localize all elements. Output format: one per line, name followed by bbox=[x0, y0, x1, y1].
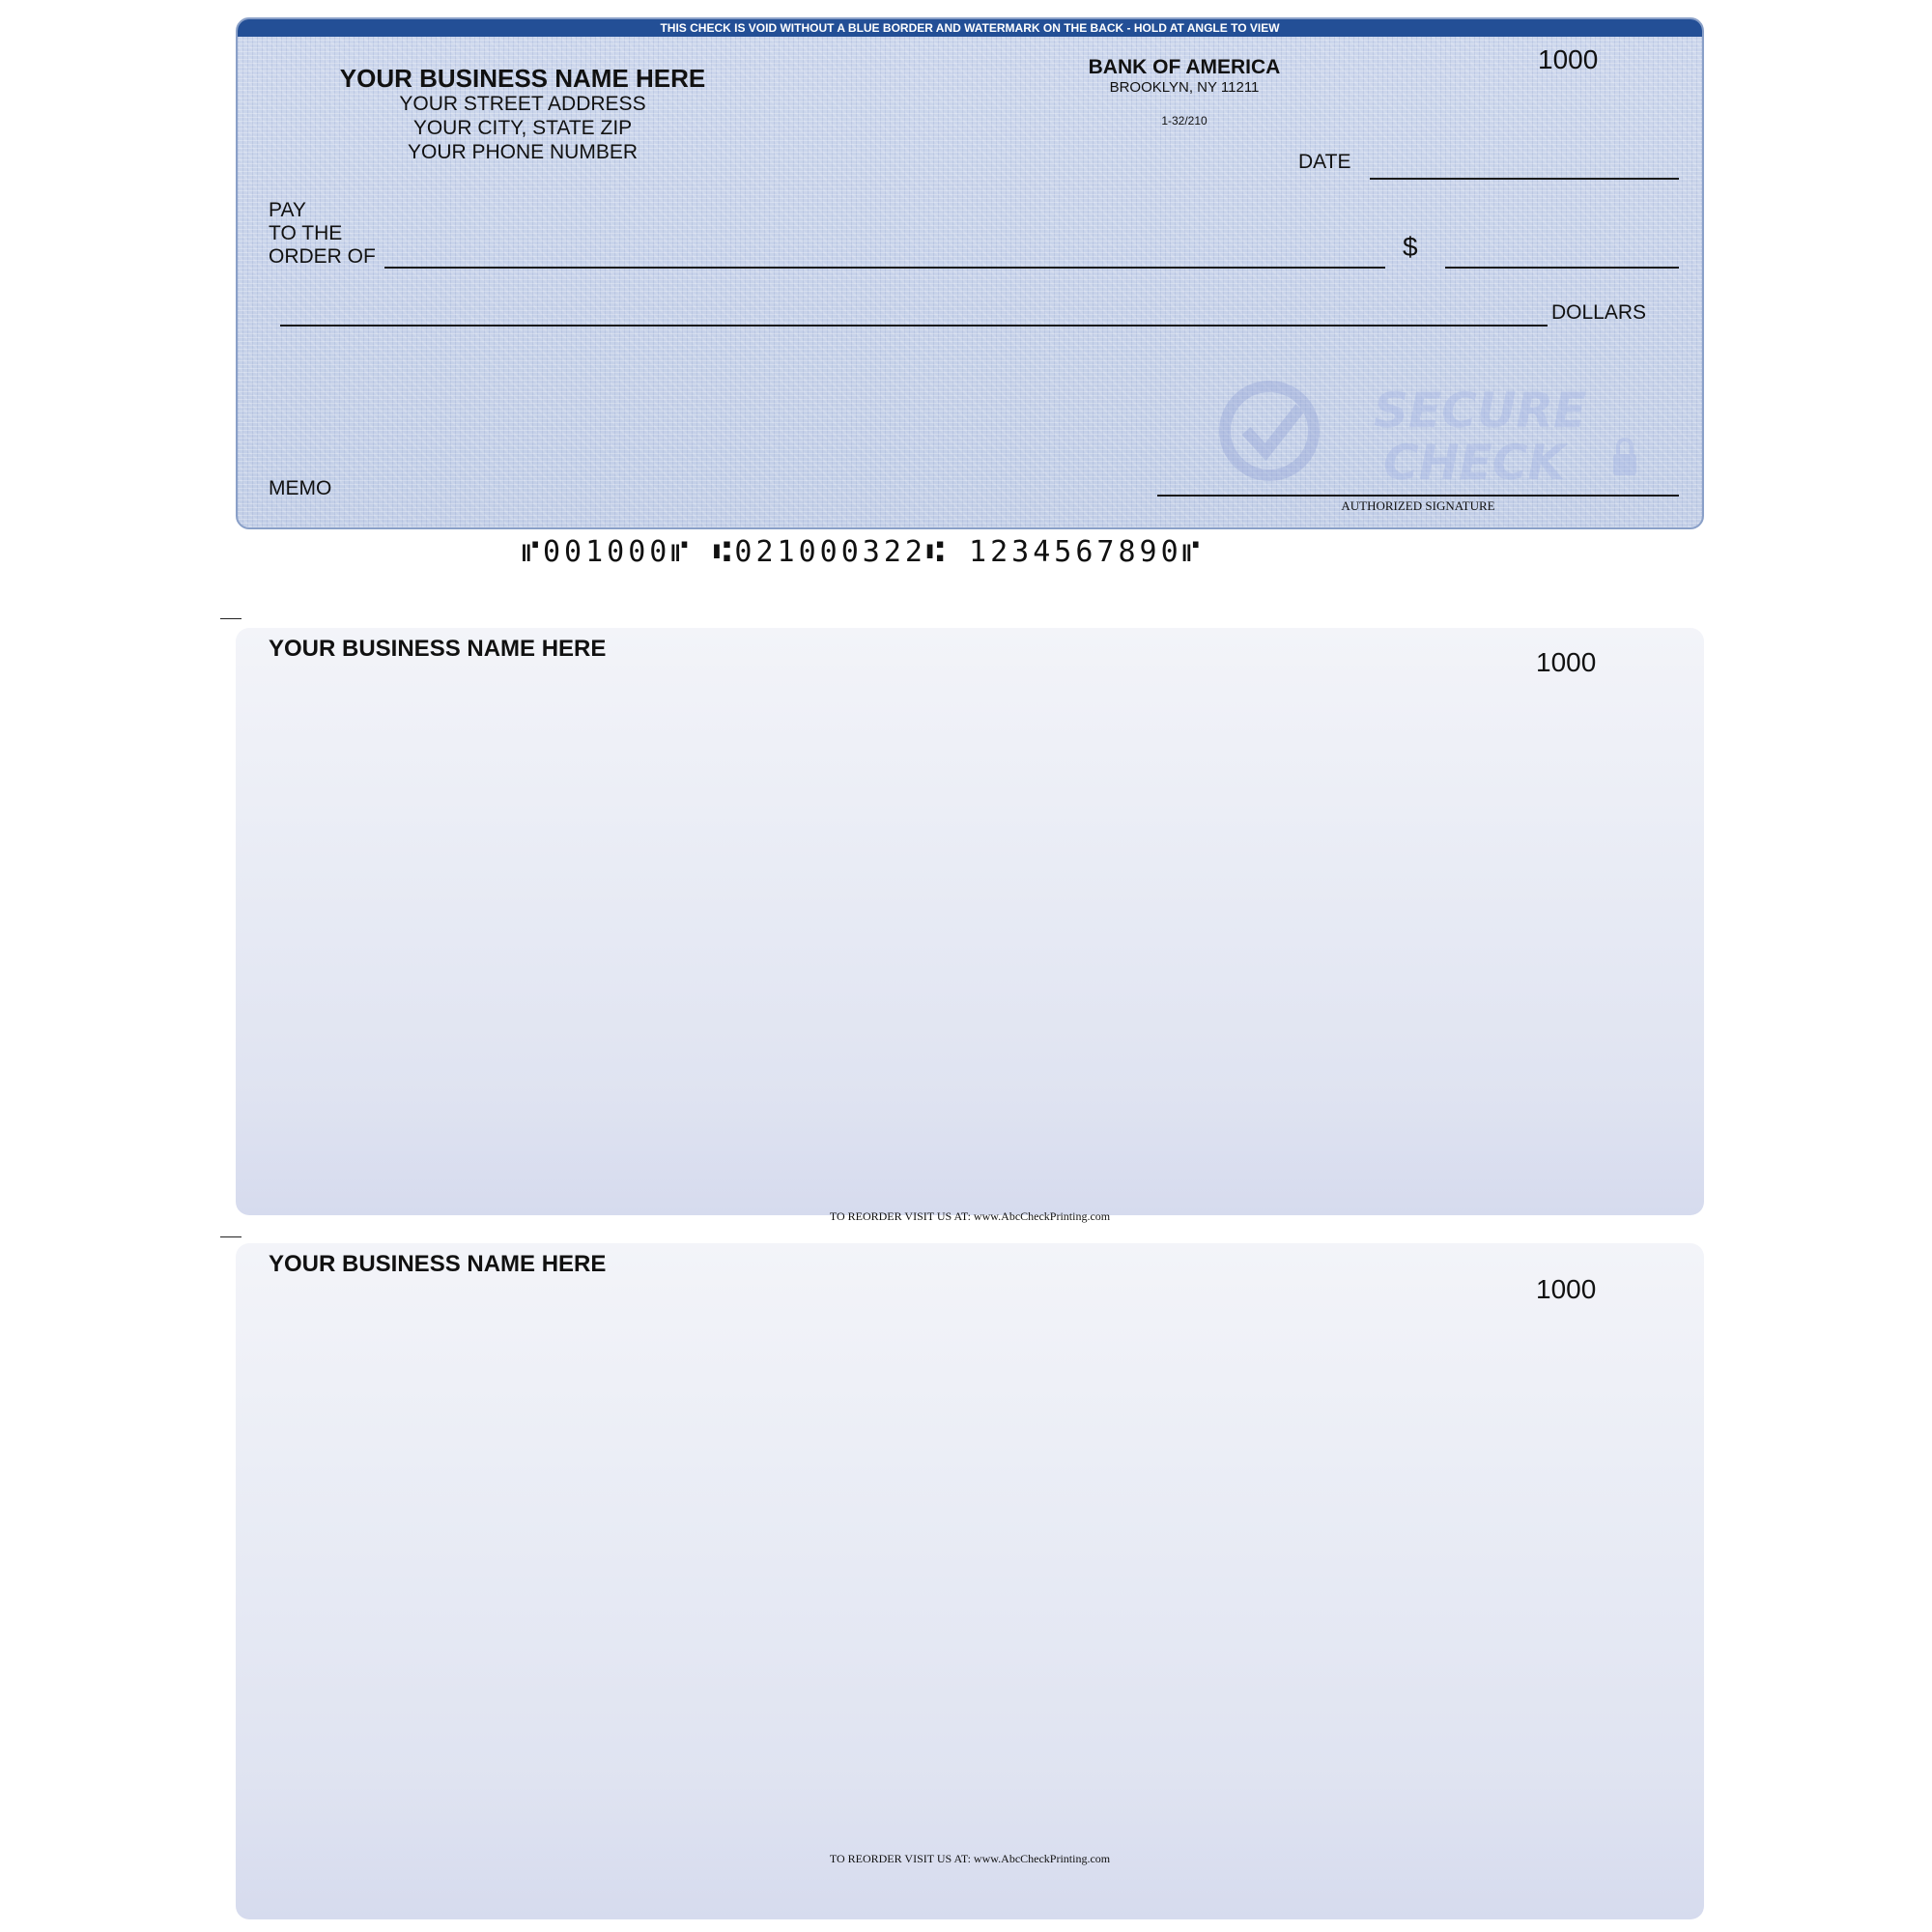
signature-line[interactable] bbox=[1157, 495, 1679, 497]
amount-words-line[interactable] bbox=[280, 325, 1548, 327]
bank-location: BROOKLYN, NY 11211 bbox=[1109, 79, 1260, 96]
stub-business-name: YOUR BUSINESS NAME HERE bbox=[269, 1251, 607, 1277]
stub-check-number: 1000 bbox=[1536, 647, 1597, 677]
business-phone: YOUR PHONE NUMBER bbox=[407, 141, 639, 163]
amount-line[interactable] bbox=[1445, 267, 1679, 269]
date-label: DATE bbox=[1298, 151, 1351, 173]
check-face bbox=[236, 17, 1704, 529]
reorder-text: TO REORDER VISIT US AT: www.AbcCheckPrinting.com bbox=[829, 1209, 1111, 1223]
stub-2 bbox=[236, 1243, 1704, 1919]
watermark-line2: CHECK bbox=[1383, 435, 1566, 491]
signature-label: AUTHORIZED SIGNATURE bbox=[1341, 498, 1495, 513]
check-number: 1000 bbox=[1538, 44, 1599, 74]
business-city: YOUR CITY, STATE ZIP bbox=[412, 117, 633, 139]
stub-check-number: 1000 bbox=[1536, 1274, 1597, 1304]
stub-1 bbox=[236, 628, 1704, 1223]
reorder-text: TO REORDER VISIT US AT: www.AbcCheckPrinting.com bbox=[829, 1852, 1111, 1865]
dollars-label: DOLLARS bbox=[1551, 301, 1647, 324]
pay-label-2: TO THE bbox=[269, 222, 343, 244]
secure-check-watermark bbox=[1219, 379, 1644, 514]
watermark-line1: SECURE bbox=[1374, 383, 1587, 439]
business-name: YOUR BUSINESS NAME HERE bbox=[339, 64, 706, 93]
business-street: YOUR STREET ADDRESS bbox=[399, 93, 646, 115]
dollar-sign: $ bbox=[1403, 232, 1418, 262]
void-notice-bar: THIS CHECK IS VOID WITHOUT A BLUE BORDER AND WATERMARK ON THE BACK - HOLD AT ANGLE TO VIEW bbox=[238, 19, 1702, 37]
checkmark-icon bbox=[1246, 408, 1300, 452]
pay-label-3: ORDER OF bbox=[269, 245, 376, 268]
check-circle-icon bbox=[1225, 386, 1314, 475]
micr-line: ⑈001000⑈ ⑆021000322⑆ 1234567890⑈ bbox=[522, 535, 1204, 569]
bank-name: BANK OF AMERICA bbox=[1088, 56, 1281, 78]
lock-icon bbox=[1613, 454, 1636, 475]
perforation-tick bbox=[220, 1236, 242, 1237]
payee-line[interactable] bbox=[384, 267, 1385, 269]
stub-business-name: YOUR BUSINESS NAME HERE bbox=[269, 636, 607, 662]
perforation-tick bbox=[220, 618, 242, 619]
pay-label-1: PAY bbox=[269, 199, 306, 221]
fraction-code: 1-32/210 bbox=[1161, 114, 1208, 128]
memo-label: MEMO bbox=[269, 477, 332, 499]
date-line[interactable] bbox=[1370, 178, 1679, 180]
